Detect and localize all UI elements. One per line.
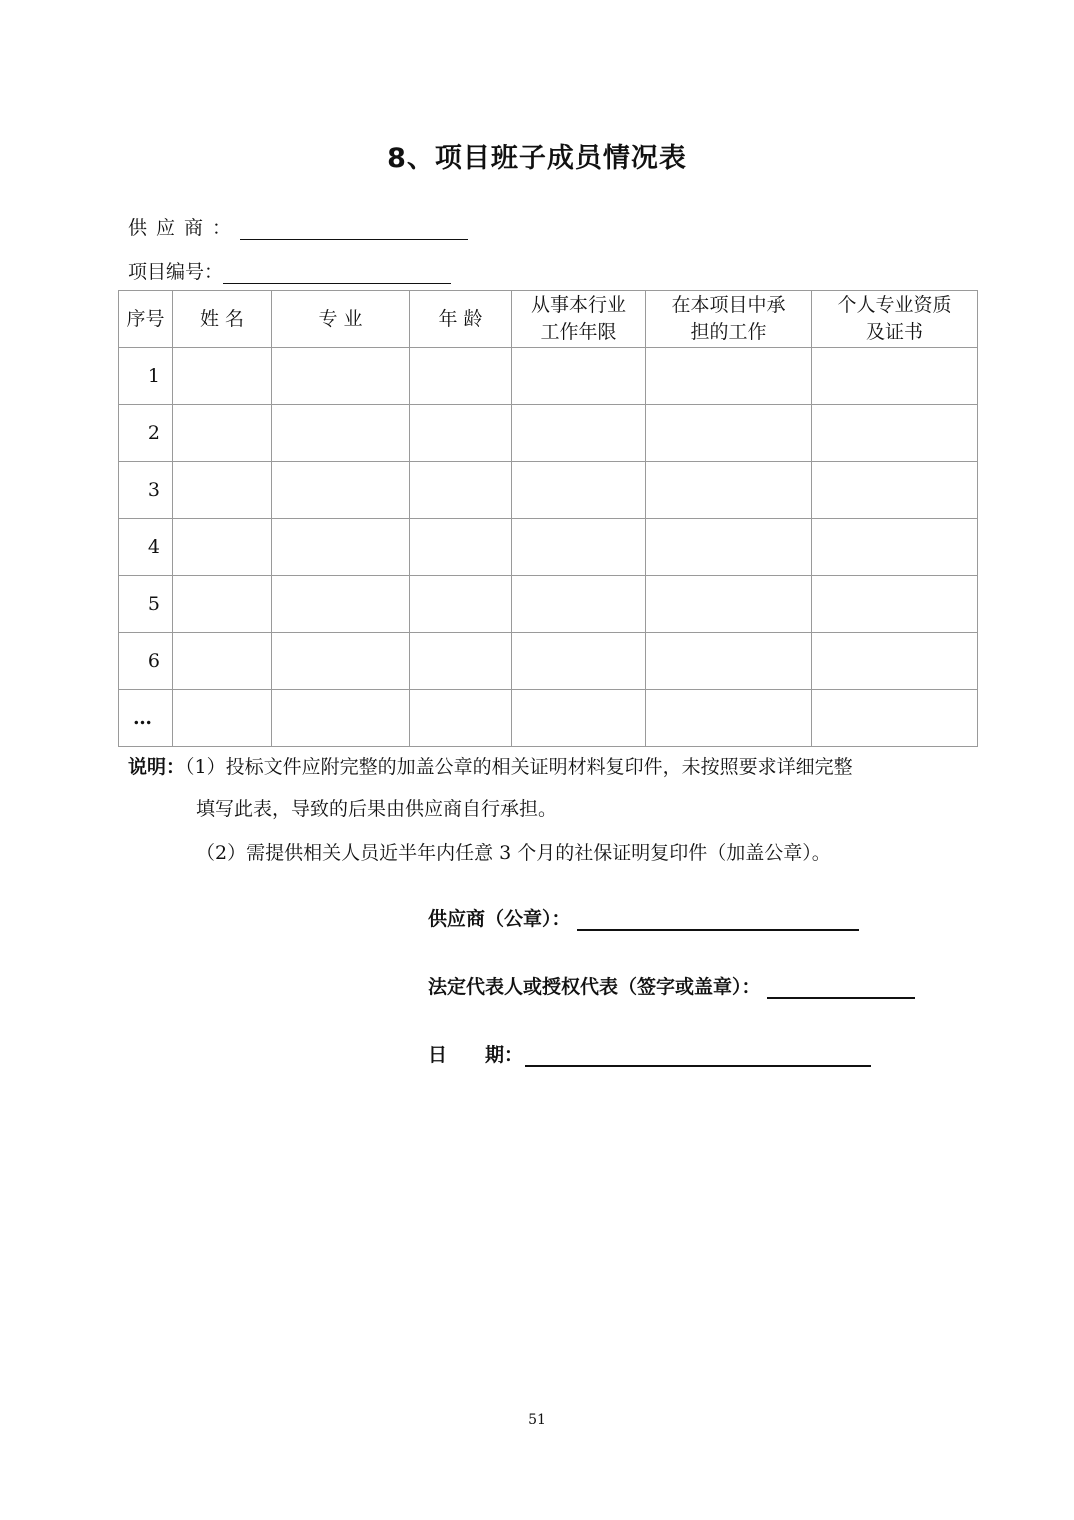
table-cell[interactable] [173, 576, 272, 633]
page-number: 51 [528, 1412, 546, 1428]
table-cell[interactable] [512, 519, 646, 576]
header-qualifications: 个人专业资质 及证书 [812, 291, 978, 348]
table-cell[interactable] [173, 348, 272, 405]
table-cell[interactable] [410, 348, 512, 405]
table-cell[interactable] [512, 690, 646, 747]
table-cell[interactable] [410, 690, 512, 747]
project-number-blank[interactable] [223, 263, 451, 284]
table-cell[interactable] [812, 462, 978, 519]
table-cell[interactable] [272, 405, 410, 462]
supplier-field [128, 213, 468, 240]
table-cell[interactable] [173, 690, 272, 747]
row-index: 6 [119, 633, 173, 690]
representative-label: 法定代表人或授权代表（签字或盖章）： [428, 976, 761, 998]
members-table [118, 290, 978, 747]
table-cell[interactable] [646, 519, 812, 576]
row-index: 3 [119, 462, 173, 519]
date-label: 日 期： [428, 1044, 524, 1066]
table-cell[interactable] [512, 405, 646, 462]
header-years-in-industry: 从事本行业 工作年限 [512, 291, 646, 348]
row-index: 5 [119, 576, 173, 633]
representative-field [428, 972, 915, 999]
table-header-row [119, 291, 978, 348]
header-index: 序号 [119, 291, 173, 348]
table-cell[interactable] [646, 462, 812, 519]
table-cell[interactable] [272, 462, 410, 519]
table-cell[interactable] [812, 348, 978, 405]
table-cell[interactable] [272, 633, 410, 690]
supplier-label: 供应商： [128, 217, 241, 239]
table-row [119, 690, 978, 747]
table-cell[interactable] [812, 519, 978, 576]
header-name: 姓 名 [173, 291, 272, 348]
supplier-blank[interactable] [240, 219, 468, 240]
table-cell[interactable] [272, 348, 410, 405]
project-number-label: 项目编号： [128, 261, 224, 283]
table-cell[interactable] [410, 633, 512, 690]
table-cell[interactable] [646, 576, 812, 633]
row-index: 4 [119, 519, 173, 576]
notes-line-1 [128, 752, 853, 779]
row-index: 1 [119, 348, 173, 405]
table-cell[interactable] [646, 690, 812, 747]
table-cell[interactable] [646, 633, 812, 690]
table-row [119, 462, 978, 519]
supplier-seal-blank[interactable] [577, 909, 859, 931]
header-role-in-project: 在本项目中承 担的工作 [646, 291, 812, 348]
table-cell[interactable] [173, 519, 272, 576]
row-index: 2 [119, 405, 173, 462]
table-cell[interactable] [272, 576, 410, 633]
table-cell[interactable] [812, 633, 978, 690]
table-cell[interactable] [410, 405, 512, 462]
table-cell[interactable] [646, 348, 812, 405]
page-title: 8、项目班子成员情况表 [387, 143, 687, 174]
table-cell[interactable] [173, 405, 272, 462]
table-cell[interactable] [812, 576, 978, 633]
note-item-1: （1）投标文件应附完整的加盖公章的相关证明材料复印件，未按照要求详细完整 [185, 756, 853, 778]
row-index: … [119, 690, 173, 747]
table-row [119, 519, 978, 576]
table-row [119, 348, 978, 405]
table-cell[interactable] [512, 633, 646, 690]
table-cell[interactable] [173, 462, 272, 519]
header-specialty: 专 业 [272, 291, 410, 348]
supplier-seal-label: 供应商（公章）： [428, 908, 571, 930]
table-cell[interactable] [512, 462, 646, 519]
table-cell[interactable] [512, 348, 646, 405]
table-cell[interactable] [272, 690, 410, 747]
table-cell[interactable] [272, 519, 410, 576]
header-age: 年 龄 [410, 291, 512, 348]
note-item-1-cont: 填写此表，导致的后果由供应商自行承担。 [196, 798, 558, 820]
notes-label: 说明： [128, 756, 186, 778]
table-cell[interactable] [812, 690, 978, 747]
table-row [119, 405, 978, 462]
table-row [119, 633, 978, 690]
project-number-field [128, 257, 451, 284]
table-cell[interactable] [812, 405, 978, 462]
table-row [119, 576, 978, 633]
table-cell[interactable] [410, 519, 512, 576]
date-blank[interactable] [525, 1045, 871, 1067]
table-cell[interactable] [512, 576, 646, 633]
table-cell[interactable] [173, 633, 272, 690]
table-cell[interactable] [410, 462, 512, 519]
table-cell[interactable] [410, 576, 512, 633]
supplier-seal-field [428, 904, 859, 931]
representative-blank[interactable] [767, 977, 915, 999]
table-cell[interactable] [646, 405, 812, 462]
date-field [428, 1040, 871, 1067]
note-item-2: （2）需提供相关人员近半年内任意 3 个月的社保证明复印件（加盖公章）。 [196, 842, 831, 864]
